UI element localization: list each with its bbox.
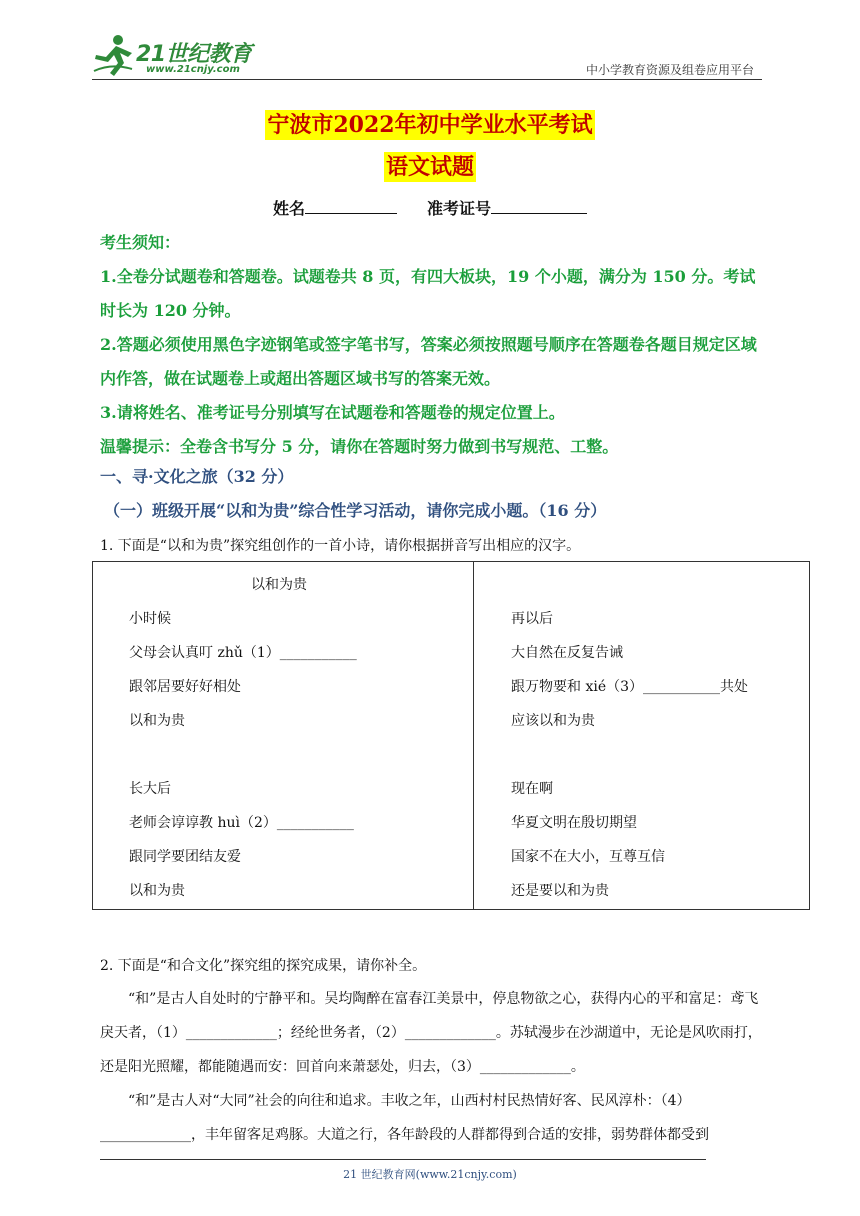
- platform-label: 中小学教育资源及组卷应用平台: [585, 63, 754, 77]
- poem-left-line: 老师会谆谆教 huì（2）___________: [129, 815, 354, 831]
- notice-item-2: 2.答题必须使用黑色字迹钢笔或签字笔书写，答案必须按照题号顺序在答题卷各题目规定区域内作答，做在试题卷上或超出答题区域书写的答案无效。: [100, 335, 757, 388]
- poem-right-line: 现在啊: [511, 781, 553, 797]
- exam-subtitle-text: 语文试题: [385, 154, 474, 180]
- notice-item-1: 1.全卷分试题卷和答题卷。试题卷共 8 页，有四大板块，19 个小题，满分为 150 分。考试时长为 120 分钟。: [100, 267, 756, 320]
- exam-title: [0, 108, 860, 139]
- notice-block: [100, 226, 760, 464]
- poem-right-line: 跟万物要和 xié（3）___________共处: [511, 679, 749, 695]
- poem-right-line: 再以后: [511, 611, 553, 627]
- footer-divider: [100, 1159, 706, 1160]
- question-2-body: [100, 982, 762, 1152]
- candidate-id-line: [0, 196, 860, 219]
- poem-left-line: 跟邻居要好好相处: [129, 679, 241, 695]
- poem-table: [92, 561, 810, 910]
- poem-left-line: 父母会认真叮 zhǔ（1）___________: [129, 645, 357, 661]
- poem-left-line: 小时候: [129, 611, 171, 627]
- question-1-prompt: 1. 下面是“以和为贵”探究组创作的一首小诗，请你根据拼音写出相应的汉字。: [100, 538, 581, 554]
- name-label: 姓名: [272, 199, 305, 218]
- poem-left-line: 以和为贵: [129, 713, 185, 729]
- running-man-icon: [92, 33, 136, 79]
- notice-tip: 温馨提示：全卷含书写分 5 分，请你在答题时努力做到书写规范、工整。: [100, 437, 619, 456]
- exam-number-blank: [491, 199, 587, 214]
- poem-left-line: 跟同学要团结友爱: [129, 849, 241, 865]
- poem-right-line: 国家不在大小，互尊互信: [511, 849, 665, 865]
- poem-divider: [473, 562, 474, 909]
- poem-right-line: 应该以和为贵: [511, 713, 595, 729]
- poem-right-line: 华夏文明在殷切期望: [511, 815, 637, 831]
- logo-url: www.21cnjy.com: [146, 64, 240, 75]
- section-heading-1: 一、寻·文化之旅（32 分）: [100, 467, 294, 486]
- notice-item-3: 3.请将姓名、准考证号分别填写在试题卷和答题卷的规定位置上。: [100, 403, 565, 422]
- poem-left-line: 以和为贵: [129, 883, 185, 899]
- question-2-paragraph-1: “和”是古人自处时的宁静平和。吴均陶醉在富春江美景中，停息物欲之心，获得内心的平和富足：鸢飞戾天者，（1）_____________；经纶世务者，（2）_____________。苏轼漫步在沙湖道中，无论是风吹雨打，还是阳光照耀，都能随遇而安：回首向来萧瑟处，归去，（3）_____________。: [100, 991, 762, 1075]
- notice-heading: 考生须知：: [100, 233, 181, 252]
- logo-text: 21世纪教育: [136, 42, 252, 67]
- poem-right-line: 还是要以和为贵: [511, 883, 609, 899]
- poem-title: 以和为贵: [251, 577, 307, 593]
- question-2-prompt: 2. 下面是“和合文化”探究组的探究成果，请你补全。: [100, 958, 427, 974]
- question-2-paragraph-2: “和”是古人对“大同”社会的向往和追求。丰收之年，山西村村民热情好客、民风淳朴：（4）_____________，丰年留客足鸡豚。大道之行，各年龄段的人群都得到合适的安排，弱势群体都受到: [100, 1093, 709, 1143]
- subsection-heading-1: （一）班级开展“以和为贵”综合性学习活动，请你完成小题。（16 分）: [104, 501, 607, 520]
- poem-left-line: 长大后: [129, 781, 171, 797]
- header-divider: [92, 79, 762, 80]
- exam-title-text: 宁波市2022年初中学业水平考试: [267, 112, 593, 138]
- poem-right-line: 大自然在反复告诫: [511, 645, 623, 661]
- exam-number-label: 准考证号: [427, 199, 492, 218]
- exam-subtitle: [0, 150, 860, 181]
- name-blank: [305, 199, 397, 214]
- footer-text: 21 世纪教育网(www.21cnjy.com): [343, 1168, 517, 1181]
- site-logo: [92, 33, 262, 79]
